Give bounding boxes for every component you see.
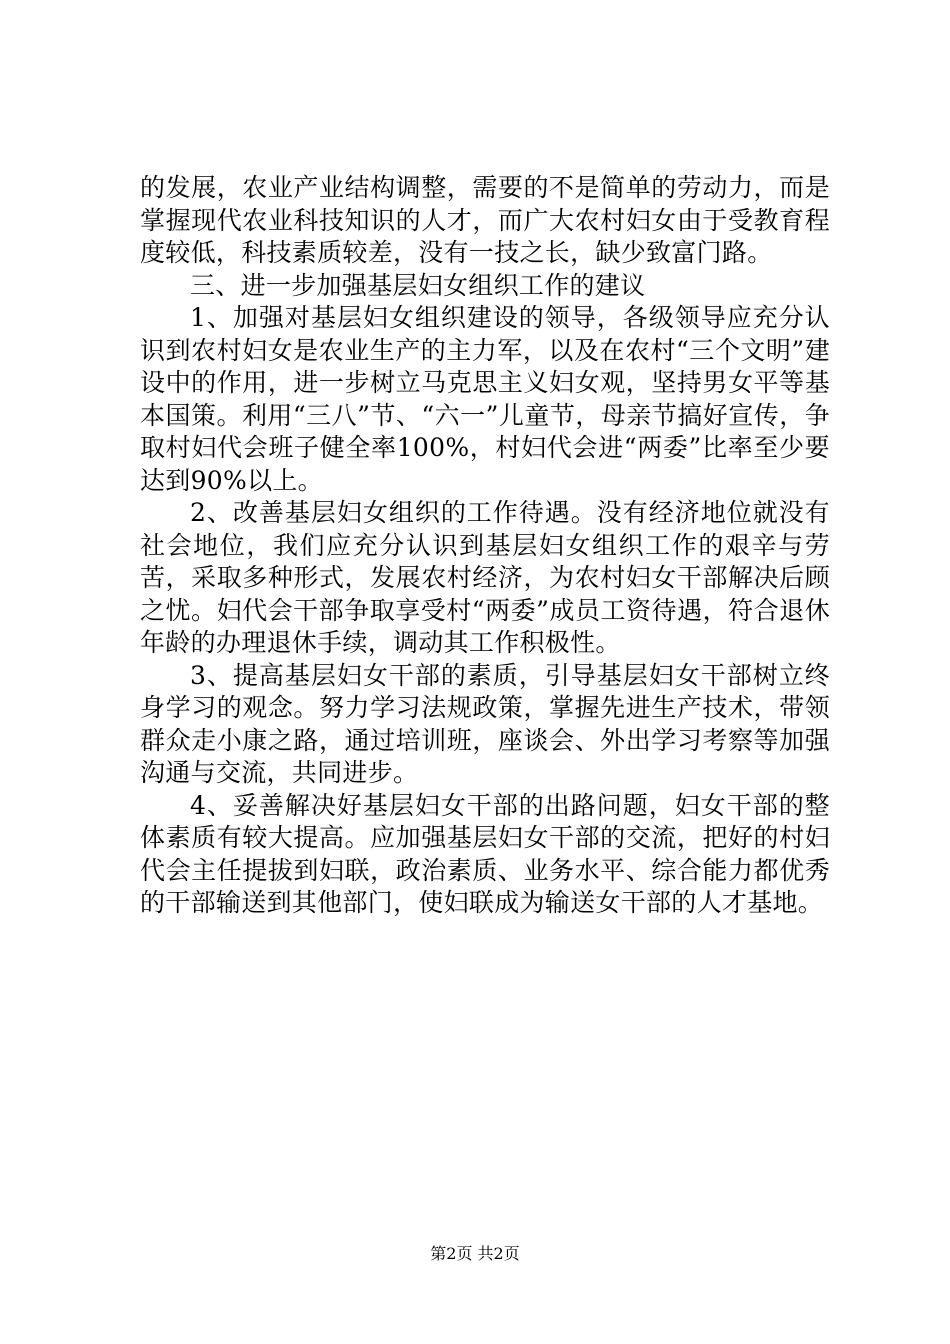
paragraph-item-4: 4、妥善解决好基层妇女干部的出路问题，妇女干部的整体素质有较大提高。应加强基层妇女干部的交流，把好的村妇代会主任提拔到妇联，政治素质、业务水平、综合能力都优秀的干部输送到其他部门，使妇联成为输送女干部的人才基地。	[140, 790, 830, 917]
document-body	[140, 172, 830, 920]
paragraph-continuation: 的发展，农业产业结构调整，需要的不是简单的劳动力，而是掌握现代农业科技知识的人才，而广大农村妇女由于受教育程度较低，科技素质较差，没有一技之长，缺少致富门路。	[140, 173, 830, 267]
paragraph-item-2: 2、改善基层妇女组织的工作待遇。没有经济地位就没有社会地位，我们应充分认识到基层妇女组织工作的艰辛与劳苦，采取多种形式，发展农村经济，为农村妇女干部解决后顾之忧。妇代会干部争取享受村“两委”成员工资待遇，符合退休年龄的办理退休手续，调动其工作积极性。	[140, 498, 830, 657]
section-heading: 三、进一步加强基层妇女组织工作的建议	[190, 270, 646, 300]
page-number-footer: 第2页 共2页	[430, 1244, 520, 1263]
paragraph-item-1: 1、加强对基层妇女组织建设的领导，各级领导应充分认识到农村妇女是农业生产的主力军，以及在农村“三个文明”建设中的作用，进一步树立马克思主义妇女观，坚持男女平等基本国策。利用“三八”节、“六一”儿童节，母亲节搞好宣传，争取村妇代会班子健全率100%，村妇代会进“两委”比率至少要达到90%以上。	[140, 303, 830, 495]
paragraph-item-3: 3、提高基层妇女干部的素质，引导基层妇女干部树立终身学习的观念。努力学习法规政策，掌握先进生产技术，带领群众走小康之路，通过培训班，座谈会、外出学习考察等加强沟通与交流，共同进步。	[140, 660, 830, 787]
